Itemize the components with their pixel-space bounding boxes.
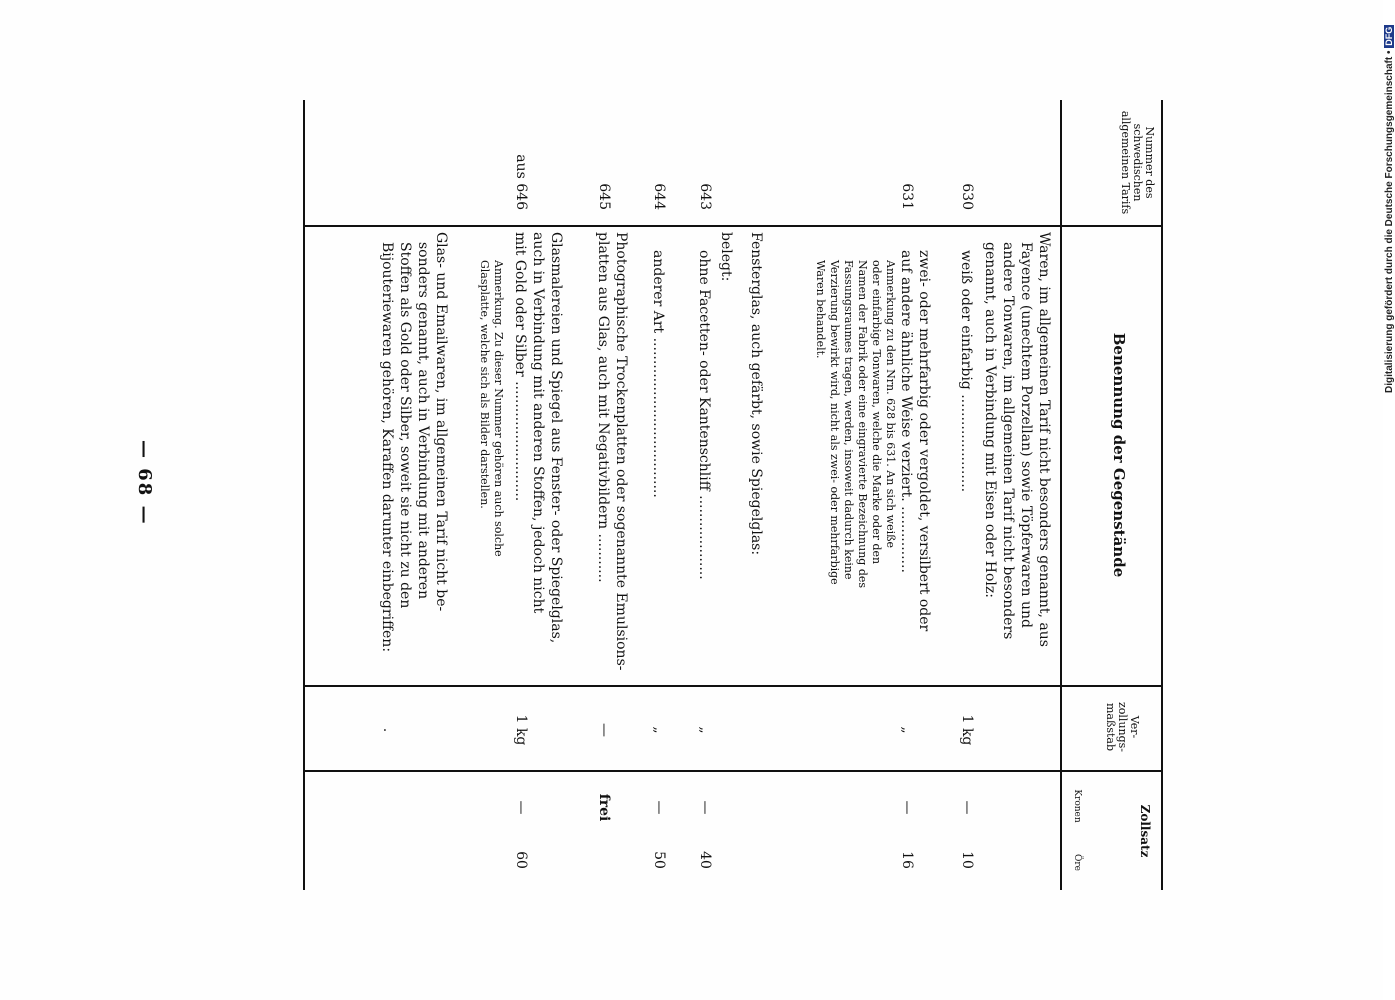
- header-nummer: Nummer des schwedischen allgemeinen Tarifs: [1119, 110, 1156, 215]
- annotation-line: Verzierung bewirkt wird, nicht als zwei- oder mehrfarbige: [828, 260, 841, 585]
- measure-unit: „: [899, 726, 915, 734]
- description-line: Fensterglas, auch gefärbt, sowie Spiegelglas:: [748, 232, 764, 556]
- annotation-line: Glasplatte, welche sich als Bilder darstellen.: [478, 260, 491, 509]
- tariff-number: 643: [697, 183, 713, 210]
- description-line: Fayence (unechtem Porzellan) sowie Töpferwaren und: [1018, 242, 1034, 628]
- rate-kronen: —: [959, 800, 975, 815]
- rate-oere: 60: [513, 851, 529, 869]
- tariff-number: 645: [596, 183, 612, 210]
- description-line: sonders genannt, auch in Verbindung mit anderen: [415, 242, 431, 600]
- col-divider-2: [303, 685, 1163, 687]
- rate-kronen: frei: [596, 793, 612, 822]
- description-line: genannt, auch in Verbindung mit Eisen oder Holz:: [982, 242, 998, 598]
- header-oere: Öre: [1072, 853, 1082, 871]
- credit-text: Digitalisierung gefördert durch die Deutsche Forschungsgemeinschaft •: [1384, 50, 1395, 393]
- description-line: weiß oder einfarbig ......................: [958, 250, 974, 493]
- measure-unit: 1 kg: [959, 714, 975, 746]
- measure-unit: 1 kg: [513, 714, 529, 746]
- description-line: auf andere ähnliche Weise verziert. ...............: [898, 250, 914, 573]
- rate-oere: 50: [651, 851, 667, 869]
- rate-oere: 16: [899, 851, 915, 869]
- description-line: Photographische Trockenplatten oder sogenannte Emulsions-: [613, 232, 629, 671]
- annotation-line: Namen der Fabrik oder eine eingravierte Bezeichnung des: [856, 260, 869, 589]
- tariff-number: 631: [899, 183, 915, 210]
- header-kronen: Kronen: [1072, 789, 1082, 823]
- measure-unit: „: [697, 726, 713, 734]
- description-line: Bijouteriewaren gehören, Karaffen darunter einbegriffen:: [379, 242, 395, 653]
- header-benennung: Benennung der Gegenstände: [1110, 332, 1128, 578]
- annotation-line: Waren behandelt.: [814, 260, 827, 359]
- description-line: Glas- und Emailwaren, im allgemeinen Tarif nicht be-: [433, 232, 449, 612]
- description-line: ohne Facetten- oder Kantenschliff ...................: [696, 250, 712, 580]
- description-line: auch in Verbindung mit anderen Stoffen, jedoch nicht: [530, 232, 546, 614]
- header-zollsatz: Zollsatz: [1138, 804, 1152, 858]
- rate-kronen: —: [899, 800, 915, 815]
- rate-oere: 10: [959, 851, 975, 869]
- annotation-line: Anmerkung zu den Nrn. 628 bis 631. An sich weiße: [884, 260, 897, 548]
- rate-kronen: —: [697, 800, 713, 815]
- measure-unit: —: [596, 723, 612, 737]
- rate-kronen: —: [513, 800, 529, 815]
- tariff-number: 630: [959, 183, 975, 210]
- dfg-credit: [1366, 8, 1395, 393]
- measure-unit: „: [651, 726, 667, 734]
- header-verzollung: Ver- zollungs- maßstab: [1104, 701, 1141, 753]
- description-line: Stoffen als Gold oder Silber, soweit sie nicht zu den: [397, 242, 413, 609]
- description-line: zwei- oder mehrfarbig oder vergoldet, versilbert oder: [916, 250, 932, 632]
- annotation-line: Fassungsraumes tragen, werden, insoweit dadurch keine: [842, 260, 855, 580]
- description-line: Glasmalereien und Spiegel aus Fenster- oder Spiegelglas,: [548, 232, 564, 644]
- dfg-badge: DFG: [1384, 26, 1394, 46]
- tariff-number: aus 646: [513, 154, 529, 210]
- col-divider-3: [303, 770, 1163, 772]
- rate-kronen: —: [651, 800, 667, 815]
- description-line: Waren, im allgemeinen Tarif nicht besonders genannt, aus: [1036, 232, 1052, 647]
- description-line: mit Gold oder Silber ...........................: [512, 232, 528, 502]
- description-line: belegt:: [718, 232, 734, 282]
- rotated-tariff-page: [134, 100, 1165, 890]
- page-number: — 68 —: [134, 440, 155, 526]
- description-line: andere Tonwaren, im allgemeinen Tarif nicht besonders: [1000, 242, 1016, 640]
- annotation-line: oder einfarbige Tonwaren, welche die Marke oder den: [870, 260, 883, 565]
- col-divider-1: [303, 225, 1163, 227]
- description-line: anderer Art ....................................: [650, 250, 666, 498]
- annotation-line: Anmerkung. Zu dieser Nummer gehören auch solche: [492, 260, 505, 557]
- measure-unit: .: [380, 727, 396, 733]
- rate-oere: 40: [697, 851, 713, 869]
- description-line: platten aus Glas, auch mit Negativbildern ...........: [595, 232, 611, 583]
- tariff-number: 644: [651, 183, 667, 210]
